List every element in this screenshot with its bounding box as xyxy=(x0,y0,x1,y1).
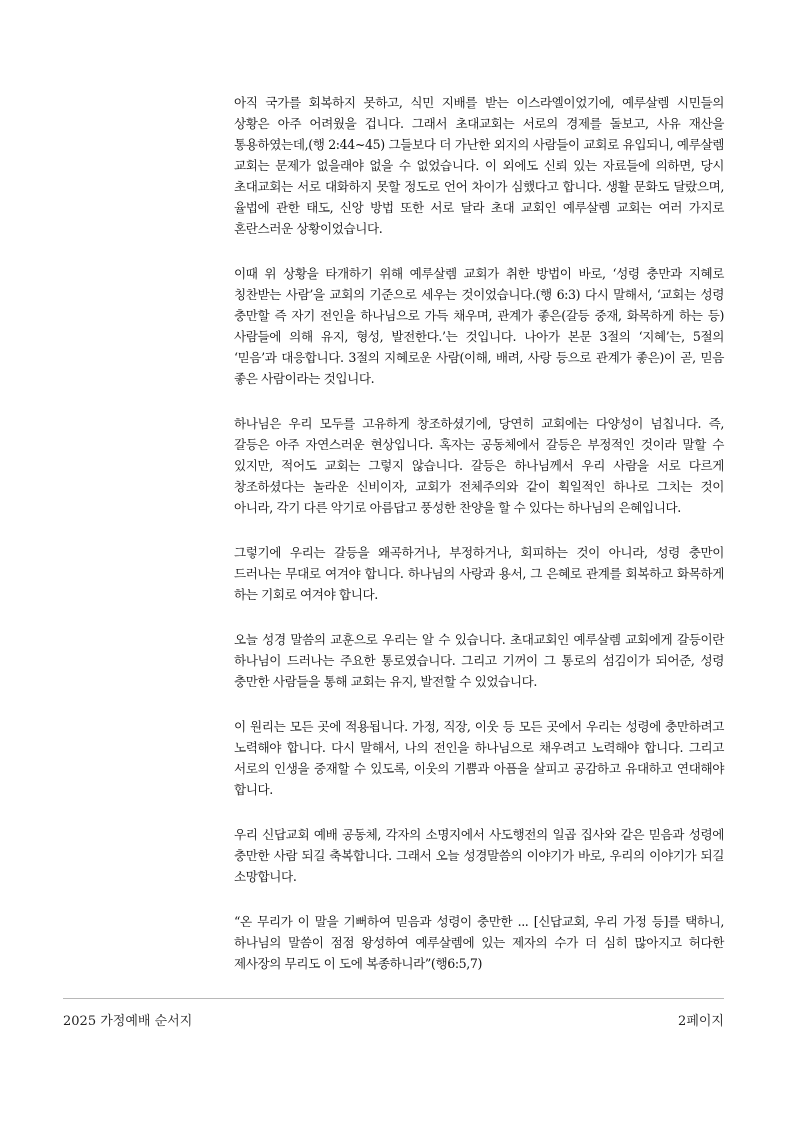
paragraph-6: 이 원리는 모든 곳에 적용됩니다. 가정, 직장, 이웃 등 모든 곳에서 우리는 성령에 충만하려고 노력해야 합니다. 다시 말해서, 나의 전인을 하나님으로 채우려고 노력해야 합니다. 그리고 서로의 인생을 중재할 수 있도록, 이웃의 기쁨과 아픔을 살피고 공감하고 유대하고 연대해야 합니다. xyxy=(234,719,724,797)
scripture-quote: “온 무리가 이 말을 기뻐하여 믿음과 성령이 충만한 ... [신답교회, 우리 가정 등]를 택하니, 하나님의 말씀이 점점 왕성하여 예루살렘에 있는 제자의 수가 더 심히 많아지고 허다한 제사장의 무리도 이 도에 복종하니라”(행6:5,7) xyxy=(234,914,724,971)
document-body xyxy=(234,92,724,998)
footer-page-number: 2페이지 xyxy=(678,1014,724,1029)
paragraph-1: 아직 국가를 회복하지 못하고, 식민 지배를 받는 이스라엘이었기에, 예루살렘 시민들의 상황은 아주 어려웠을 겁니다. 그래서 초대교회는 서로의 경제를 돌보고, 사유 재산을 통용하였는데,(행 2:44~45) 그들보다 더 가난한 외지의 사람들이 교회로 유입되니, 예루살렘 교회는 문제가 없을래야 없을 수 없었습니다. 이 외에도 신뢰 있는 자료들에 의하면, 당시 초대교회는 서로 대화하지 못할 정도로 언어 차이가 심했다고 합니다. 생활 문화도 달랐으며, 율법에 관한 태도, 신앙 방법 또한 서로 달라 초대 교회인 예루살렘 교회는 여러 가지로 혼란스러운 상황이었습니다. xyxy=(234,95,724,236)
paragraph-7: 우리 신답교회 예배 공동체, 각자의 소명지에서 사도행전의 일곱 집사와 같은 믿음과 성령에 충만한 사람 되길 축복합니다. 그래서 오늘 성경말씀의 이야기가 바로, 우리의 이야기가 되길 소망합니다. xyxy=(234,827,724,884)
footer-document-title: 2025 가정예배 순서지 xyxy=(63,1014,193,1029)
paragraph-3: 하나님은 우리 모두를 고유하게 창조하셨기에, 당연히 교회에는 다양성이 넘칩니다. 즉, 갈등은 아주 자연스러운 현상입니다. 혹자는 공동체에서 갈등은 부정적인 것이라 말할 수 있지만, 적어도 교회는 그렇지 않습니다. 갈등은 하나님께서 우리 사람을 서로 다르게 창조하셨다는 놀라운 신비이자, 교회가 전체주의와 같이 획일적인 하나로 그치는 것이 아니라, 각기 다른 악기로 아름답고 풍성한 찬양을 할 수 있다는 하나님의 은혜입니다. xyxy=(234,416,724,515)
paragraph-4: 그렇기에 우리는 갈등을 왜곡하거나, 부정하거나, 회피하는 것이 아니라, 성령 충만이 드러나는 무대로 여겨야 합니다. 하나님의 사랑과 용서, 그 은혜로 관계를 회복하고 화목하게 하는 기회로 여겨야 합니다. xyxy=(234,545,724,602)
paragraph-5: 오늘 성경 말씀의 교훈으로 우리는 알 수 있습니다. 초대교회인 예루살렘 교회에게 갈등이란 하나님이 드러나는 주요한 통로였습니다. 그리고 기꺼이 그 통로의 섬김이가 되어준, 성령 충만한 사람들을 통해 교회는 유지, 발전할 수 있었습니다. xyxy=(234,632,724,689)
paragraph-2: 이때 위 상황을 타개하기 위해 예루살렘 교회가 취한 방법이 바로, ‘성령 충만과 지혜로 칭찬받는 사람’을 교회의 기준으로 세우는 것이었습니다.(행 6:3) 다시 말해서, ‘교회는 성령 충만할 즉 자기 전인을 하나님으로 가득 채우며, 관계가 좋은(갈등 중재, 화목하게 하는 등) 사람들에 의해 유지, 형성, 발전한다.’는 것입니다. 나아가 본문 3절의 ‘지혜’는, 5절의 ‘믿음’과 대응합니다. 3절의 지혜로운 사람(이해, 배려, 사랑 등으로 관계가 좋은)이 곧, 믿음 좋은 사람이라는 것입니다. xyxy=(234,266,724,386)
footer-divider xyxy=(63,998,724,999)
